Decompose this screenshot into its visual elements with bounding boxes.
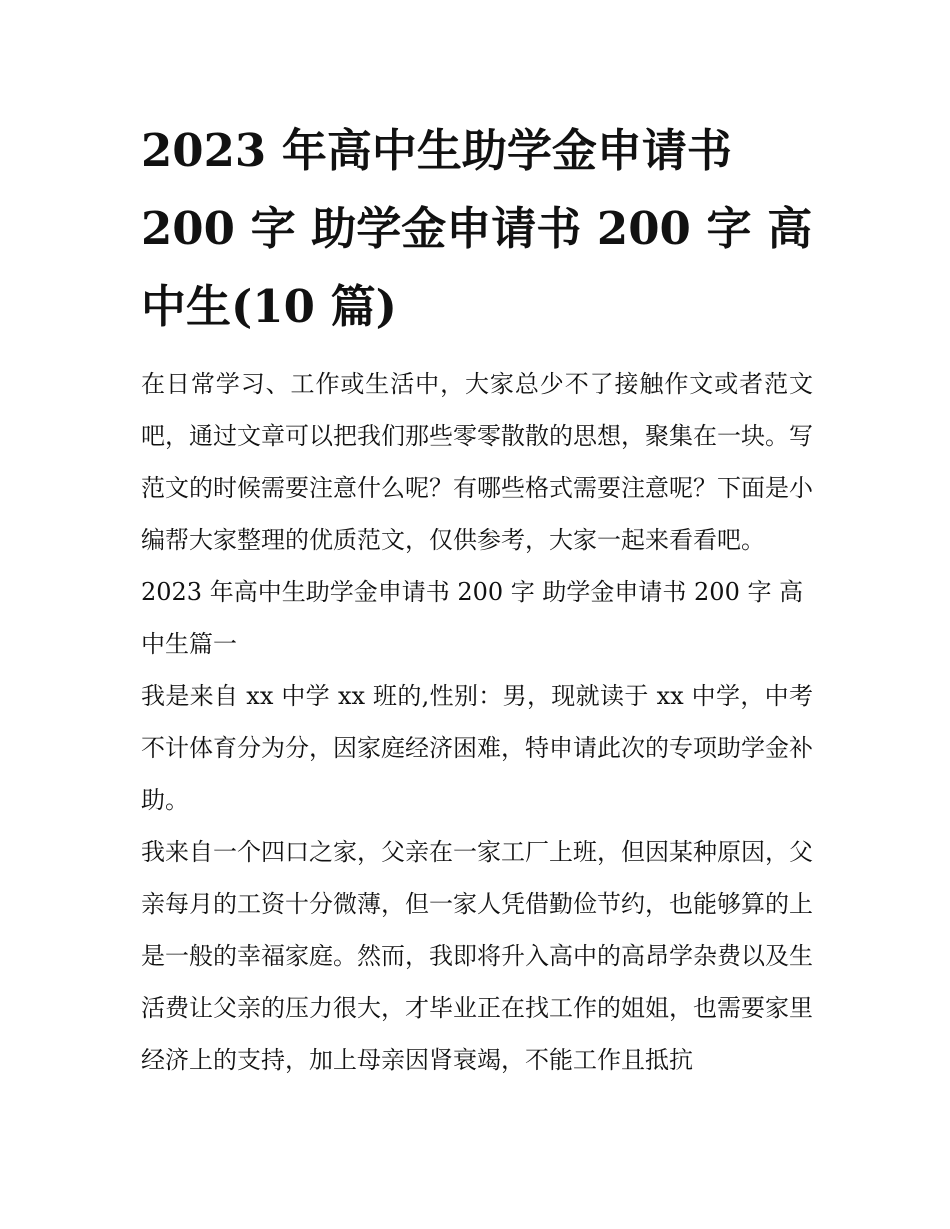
body-paragraph-1: 我是来自 xx 中学 xx 班的,性别：男，现就读于 xx 中学，中考不计体育分为分，因家庭经济困难，特申请此次的专项助学金补助。: [141, 682, 813, 814]
title-line-3: 中生(10 篇): [141, 280, 397, 333]
section-heading: 2023 年高中生助学金申请书 200 字 助学金申请书 200 字 高中生篇一: [141, 578, 804, 658]
document-content: [141, 112, 813, 1086]
document-title: [141, 112, 813, 346]
intro-paragraph: 在日常学习、工作或生活中，大家总少不了接触作文或者范文吧，通过文章可以把我们那些零零散散的思想，聚集在一块。写范文的时候需要注意什么呢？有哪些格式需要注意呢？下面是小编帮大家整理的优质范文，仅供参考，大家一起来看看吧。: [141, 370, 813, 554]
body-paragraph-2: 我来自一个四口之家，父亲在一家工厂上班，但因某种原因，父亲每月的工资十分微薄，但一家人凭借勤俭节约，也能够算的上是一般的幸福家庭。然而，我即将升入高中的高昂学杂费以及生活费让父亲的压力很大，才毕业正在找工作的姐姐，也需要家里经济上的支持，加上母亲因肾衰竭，不能工作且抵抗: [141, 838, 813, 1074]
title-line-2: 200 字 助学金申请书 200 字 高: [141, 202, 813, 255]
title-line-1: 2023 年高中生助学金申请书: [141, 124, 732, 177]
